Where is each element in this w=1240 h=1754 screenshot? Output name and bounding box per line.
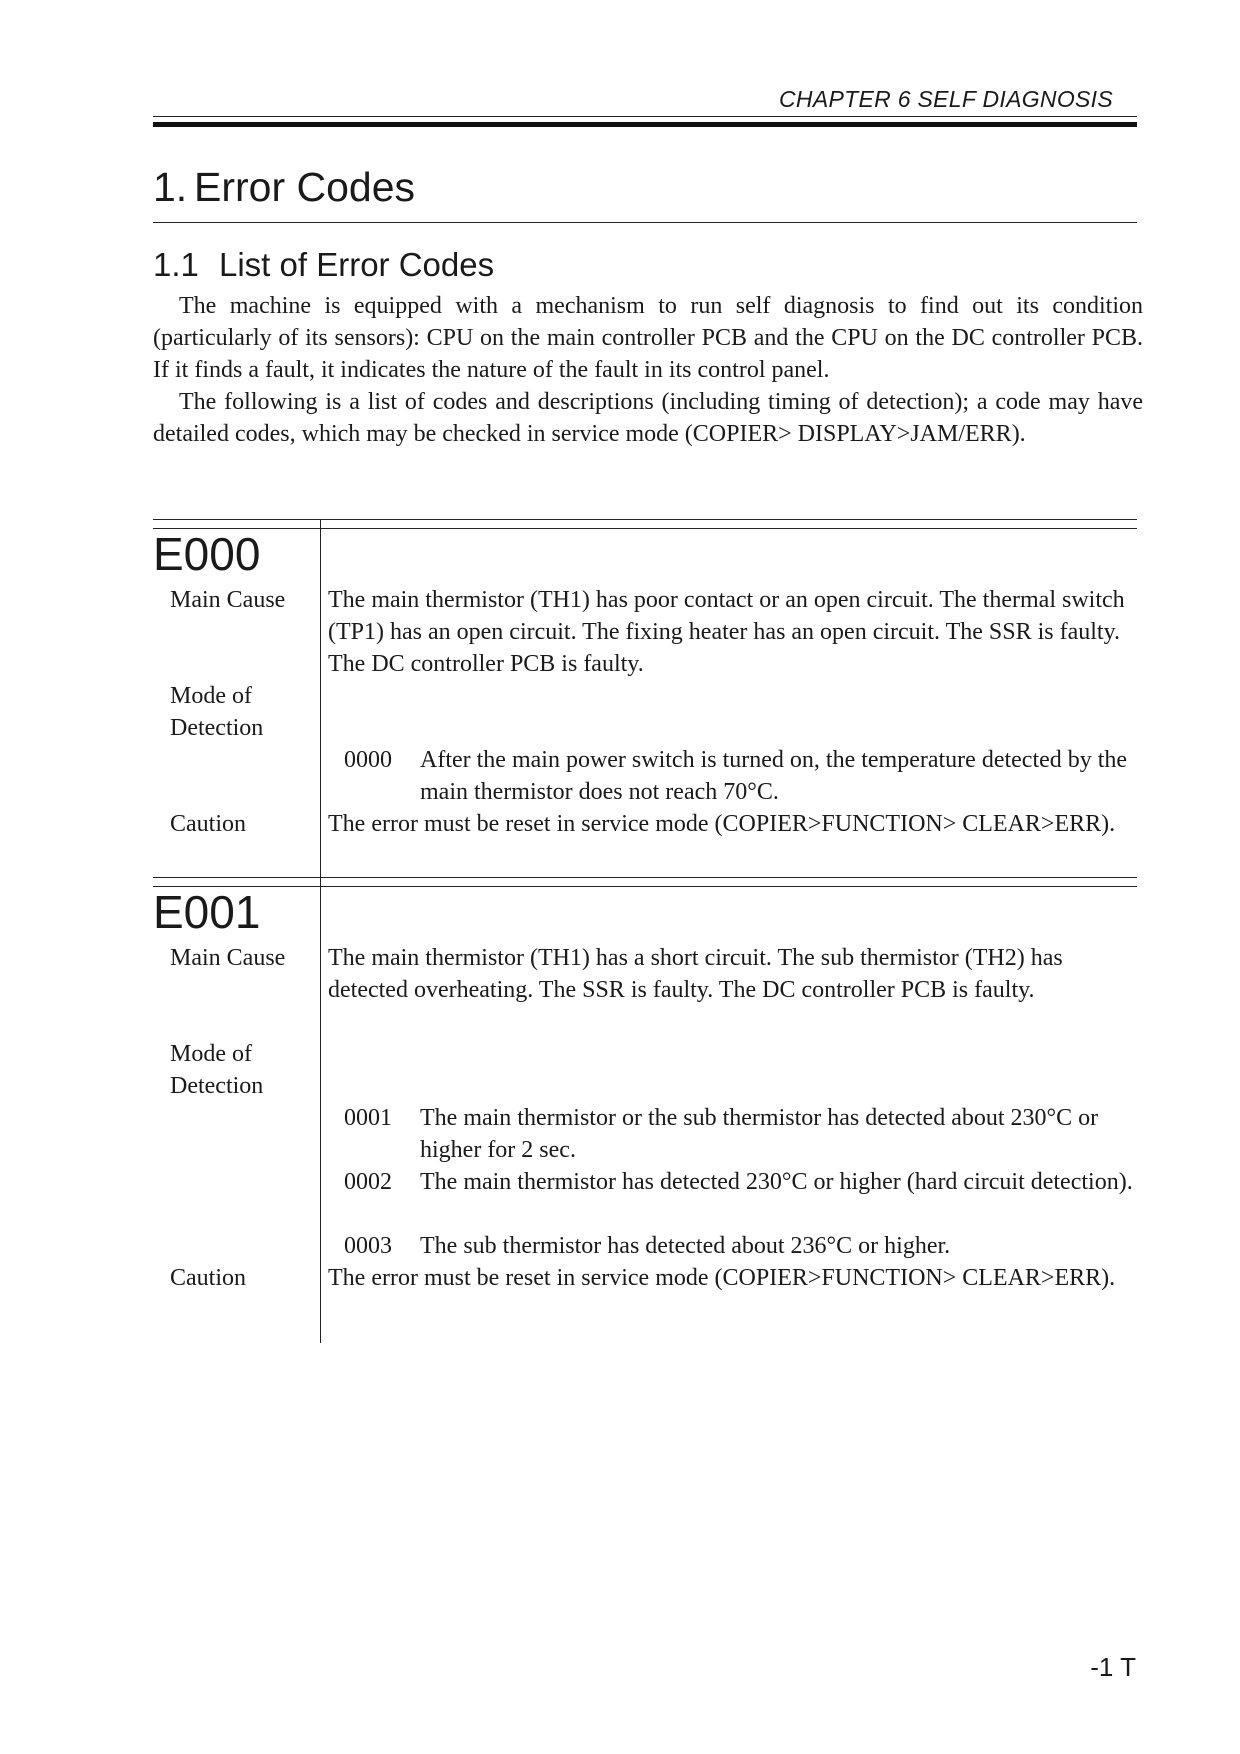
subsection-number: 1.1 (153, 246, 199, 283)
page-number: -1 T (1090, 1652, 1136, 1682)
label-main-cause: Main Cause (170, 587, 286, 613)
e001-detection-item-2 (344, 1166, 1134, 1198)
section-heading (153, 164, 415, 211)
label-mode-of: Mode of (170, 683, 252, 709)
label-mode-of: Mode of (170, 1041, 252, 1067)
label-detection: Detection (170, 1073, 264, 1099)
intro-paragraph-1: The machine is equipped with a mechanism to run self diagnosis to find out its condition (particularly of its sensors): CPU on the main controller PCB and the CPU on the DC controller PCB. If it finds a fault, it indicates the nature of the fault in its control panel. (153, 293, 1143, 383)
table-rule-top-1 (153, 519, 1137, 520)
table-rule-mid-2 (153, 886, 1137, 887)
error-code-e001: E001 (153, 886, 261, 938)
table-rule-mid-1 (153, 877, 1137, 878)
detection-code: 0002 (344, 1169, 392, 1195)
e001-detection-item-3 (344, 1230, 1134, 1262)
e000-main-cause: The main thermistor (TH1) has poor contact or an open circuit. The thermal switch (TP1) has an open circuit. The fixing heater has an open circuit. The SSR is faulty. The DC controller PCB is faulty. (328, 587, 1125, 677)
detection-code: 0001 (344, 1105, 392, 1131)
table-divider-e000 (320, 519, 321, 877)
section-title: Error Codes (194, 164, 416, 210)
header-rule-thick (153, 122, 1137, 127)
e001-caution: The error must be reset in service mode (COPIER>FUNCTION> CLEAR>ERR). (328, 1265, 1116, 1291)
chapter-header: CHAPTER 6 SELF DIAGNOSIS (779, 86, 1113, 112)
detection-text: The sub thermistor has detected about 236°C or higher. (420, 1233, 951, 1259)
intro-text (153, 290, 1143, 450)
e000-detection-item (344, 744, 1134, 808)
detection-code: 0000 (344, 747, 392, 773)
table-divider-e001 (320, 877, 321, 1343)
label-caution: Caution (170, 1265, 246, 1291)
detection-text: After the main power switch is turned on, the temperature detected by the main thermistor does not reach 70°C. (420, 747, 1128, 805)
subsection-heading (153, 246, 494, 284)
section-rule (153, 222, 1137, 223)
e001-detection-item-1 (344, 1102, 1134, 1166)
section-number: 1. (153, 164, 188, 210)
e000-caution: The error must be reset in service mode (COPIER>FUNCTION> CLEAR>ERR). (328, 811, 1116, 837)
label-detection: Detection (170, 715, 264, 741)
header-rule-thin (153, 116, 1137, 117)
detection-code: 0003 (344, 1233, 392, 1259)
e001-main-cause: The main thermistor (TH1) has a short circuit. The sub thermistor (TH2) has detected overheating. The SSR is faulty. The DC controller PCB is faulty. (328, 945, 1063, 1003)
error-code-e000: E000 (153, 528, 261, 580)
subsection-title: List of Error Codes (219, 246, 495, 283)
label-caution: Caution (170, 811, 246, 837)
label-main-cause: Main Cause (170, 945, 286, 971)
intro-paragraph-2: The following is a list of codes and descriptions (including timing of detection); a code may have detailed codes, which may be checked in service mode (COPIER> DISPLAY>JAM/ERR). (153, 389, 1143, 447)
table-rule-top-2 (153, 528, 1137, 529)
detection-text: The main thermistor or the sub thermistor has detected about 230°C or higher for 2 sec. (420, 1105, 1099, 1163)
detection-text: The main thermistor has detected 230°C or higher (hard circuit detection). (420, 1169, 1133, 1195)
